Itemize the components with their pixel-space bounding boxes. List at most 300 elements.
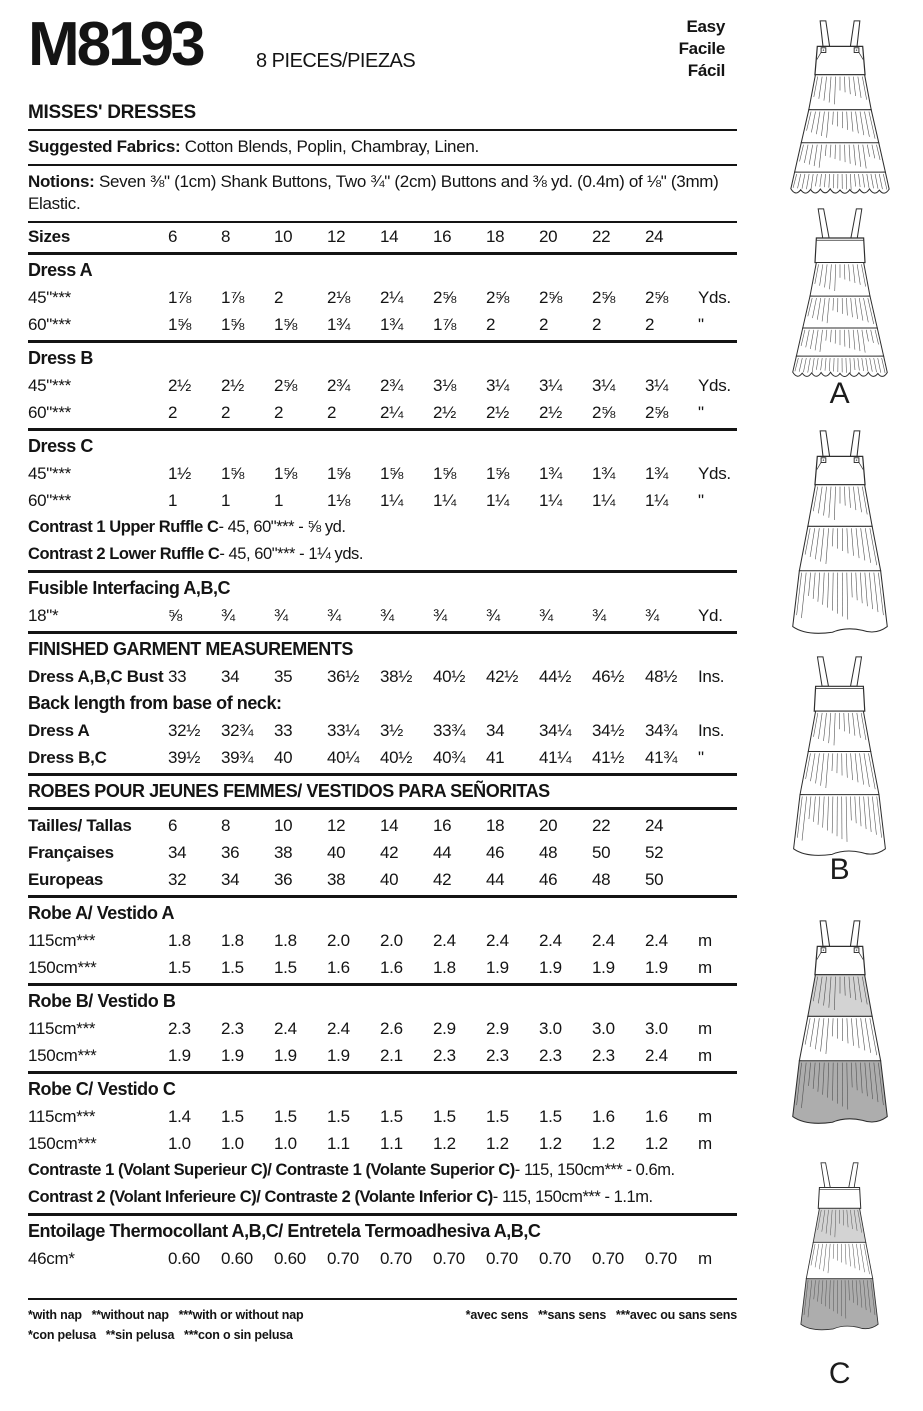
footnote-es: *con pelusa **sin pelusa ***con o sin pelusa [28,1328,293,1342]
difficulty-levels [679,16,725,82]
cell: 33¼ [327,721,360,740]
cell: ¾ [433,606,447,625]
cell: 44 [486,870,505,889]
yardage-table [28,223,737,1272]
cell: 0.70 [592,1249,624,1268]
table-row [28,460,737,487]
cell: 8 [221,227,231,246]
section-heading: Back length from base of neck: [28,693,282,713]
cell: ¾ [221,606,235,625]
cell: 2⅝ [539,288,563,307]
cell: 1¾ [327,315,351,334]
cell: 1 [221,491,231,510]
cell: 33 [274,721,293,740]
cell: 33¾ [433,721,466,740]
row-label: 60"*** [28,403,71,422]
cell: 36 [221,843,240,862]
cell: 1¼ [433,491,457,510]
cell: 40¾ [433,748,466,767]
unit-cell: m [698,958,712,977]
cell: 0.70 [645,1249,677,1268]
cell: 2.4 [592,931,615,950]
cell: 1¼ [380,491,404,510]
unit-cell: Yd. [698,606,723,625]
divider [28,570,737,573]
notions [28,166,737,221]
cell: 2⅝ [592,403,616,422]
cell: 2.0 [380,931,403,950]
cell: 2¾ [380,376,404,395]
cell: 1⅝ [221,315,245,334]
table-row [28,284,737,311]
footnote-en: *with nap **without nap ***with or without nap [28,1308,304,1322]
unit-cell: " [698,403,704,422]
note-row: Contrast 2 Lower Ruffle C - 45, 60"*** - 1¼ yds. [28,545,363,563]
cell: ¾ [645,606,659,625]
pattern-number: M8193 [28,10,203,79]
view-label-a: A [829,377,850,410]
cell: 0.70 [380,1249,412,1268]
cell: 1.0 [168,1134,191,1153]
cell: ¾ [327,606,341,625]
row-label: 18"* [28,606,59,625]
cell: 1.9 [221,1046,244,1065]
footnotes [28,1298,737,1344]
cell: 1⅝ [327,464,351,483]
cell: 44 [433,843,452,862]
table-row [28,602,737,629]
cell: 1.9 [592,958,615,977]
cell: 1.5 [274,1107,297,1126]
cell: 2.4 [645,931,668,950]
cell: 41¾ [645,748,678,767]
unit-cell: m [698,1134,712,1153]
cell: 50 [592,843,611,862]
cell: 3.0 [592,1019,615,1038]
cell: 2⅝ [592,288,616,307]
cell: 0.70 [539,1249,571,1268]
difficulty-en: Easy [686,17,725,36]
cell: 35 [274,667,293,686]
cell: 2⅝ [645,403,669,422]
cell: ¾ [539,606,553,625]
cell: 2 [274,403,284,422]
cell: 0.70 [486,1249,518,1268]
cell: 2.3 [221,1019,244,1038]
cell: 1¾ [539,464,563,483]
cell: 0.60 [168,1249,200,1268]
cell: 40¼ [327,748,360,767]
cell: 1.6 [380,958,403,977]
cell: 1 [168,491,178,510]
row-label: Sizes [28,227,70,246]
cell: 0.60 [221,1249,253,1268]
table-row [28,744,737,771]
dress-c-back-illustration [756,1162,923,1335]
cell: 1⅝ [168,315,192,334]
cell: 3⅛ [433,376,457,395]
cell: 2.3 [433,1046,456,1065]
cell: 40 [274,748,293,767]
cell: 3½ [380,721,404,740]
unit-cell: Yds. [698,376,731,395]
cell: 1⅞ [433,315,457,334]
cell: 38½ [380,667,413,686]
cell: 44½ [539,667,572,686]
cell: 10 [274,816,293,835]
cell: 1¾ [380,315,404,334]
suggested-fabrics [28,131,737,164]
divider [28,252,737,255]
cell: 1.2 [592,1134,615,1153]
cell: 3¼ [539,376,563,395]
footnote-fr: *avec sens **sans sens ***avec ou sans sens [465,1308,737,1322]
footnote-line-2 [28,1326,737,1344]
pieces-count: 8 PIECES/PIEZAS [256,50,416,72]
cell: 1¼ [592,491,616,510]
cell: 1¼ [645,491,669,510]
cell: 2.3 [539,1046,562,1065]
cell: 2⅛ [327,288,351,307]
section-heading: ROBES POUR JEUNES FEMMES/ VESTIDOS PARA SEÑORITAS [28,781,550,801]
cell: 1.5 [486,1107,509,1126]
unit-cell: m [698,931,712,950]
dress-b-back-illustration [756,656,923,862]
section-heading: Robe A/ Vestido A [28,903,175,923]
section-heading: Fusible Interfacing A,B,C [28,578,231,598]
table-row [28,1245,737,1272]
cell: 2.4 [274,1019,297,1038]
divider [28,895,737,898]
cell: 48 [539,843,558,862]
cell: 1.5 [433,1107,456,1126]
cell: 1.9 [168,1046,191,1065]
cell: 46 [539,870,558,889]
cell: 39½ [168,748,201,767]
cell: 40½ [380,748,413,767]
view-label-b: B [829,853,850,886]
row-label: 115cm*** [28,1107,96,1126]
cell: 34¼ [539,721,572,740]
cell: 2.3 [168,1019,191,1038]
cell: 0.70 [327,1249,359,1268]
cell: 1.8 [274,931,297,950]
cell: 52 [645,843,664,862]
cell: 2½ [486,403,510,422]
cell: 12 [327,227,346,246]
notions-text: Seven ⅜" (1cm) Shank Buttons, Two ¾" (2cm) Buttons and ⅜ yd. (0.4m) of ⅛" (3mm) Elastic. [28,172,719,213]
row-label: 115cm*** [28,1019,96,1038]
cell: 40 [327,843,346,862]
cell: 2.4 [645,1046,668,1065]
cell: 2.4 [486,931,509,950]
cell: 42½ [486,667,519,686]
section-heading: Dress A [28,260,93,280]
row-label: 45"*** [28,288,71,307]
cell: 2¾ [327,376,351,395]
table-row [28,954,737,981]
cell: 2.3 [486,1046,509,1065]
row-label: Europeas [28,870,104,889]
row-label: Dress B,C [28,748,107,767]
cell: 40½ [433,667,466,686]
section-heading: Robe C/ Vestido C [28,1079,176,1099]
cell: 3.0 [539,1019,562,1038]
cell: 1⅝ [433,464,457,483]
difficulty-fr: Facile [678,39,725,58]
row-label: 150cm*** [28,1046,97,1065]
section-heading: Robe B/ Vestido B [28,991,176,1011]
row-label: Tailles/ Tallas [28,816,132,835]
cell: 36½ [327,667,360,686]
dress-b-front-illustration [756,428,923,640]
row-label: 45"*** [28,376,71,395]
row-label: 60"*** [28,491,71,510]
cell: 2 [274,288,284,307]
table-row [28,812,737,839]
cell: 20 [539,816,558,835]
cell: 38 [274,843,293,862]
cell: 1.5 [221,1107,244,1126]
cell: 36 [274,870,293,889]
cell: 1.6 [592,1107,615,1126]
unit-cell: " [698,315,704,334]
cell: 2.4 [539,931,562,950]
cell: ¾ [274,606,288,625]
cell: 46½ [592,667,625,686]
cell: 2⅝ [486,288,510,307]
unit-cell: m [698,1019,712,1038]
cell: 46 [486,843,505,862]
cell: 33 [168,667,187,686]
table-row [28,223,737,250]
cell: 48 [592,870,611,889]
table-row [28,1042,737,1069]
cell: 1⅝ [274,315,298,334]
cell: 14 [380,227,399,246]
divider [28,807,737,810]
cell: 42 [433,870,452,889]
header [28,0,737,96]
table-row [28,311,737,338]
unit-cell: Ins. [698,721,725,740]
cell: 3¼ [486,376,510,395]
cell: 2¼ [380,288,404,307]
cell: 34 [221,870,240,889]
cell: ⅝ [168,606,182,625]
row-label: 45"*** [28,464,71,483]
cell: 1.9 [539,958,562,977]
cell: 1⅞ [168,288,192,307]
divider [28,1213,737,1216]
cell: 41½ [592,748,625,767]
cell: 16 [433,816,452,835]
cell: 1.0 [221,1134,244,1153]
unit-cell: m [698,1249,712,1268]
section-heading: Dress C [28,436,93,456]
cell: 1¾ [592,464,616,483]
cell: 50 [645,870,664,889]
table-row [28,927,737,954]
row-label: 46cm* [28,1249,75,1268]
cell: 2.4 [327,1019,350,1038]
cell: ¾ [380,606,394,625]
dress-a-back-illustration [756,208,923,388]
cell: 1.2 [539,1134,562,1153]
cell: 1.6 [645,1107,668,1126]
cell: 2.3 [592,1046,615,1065]
cell: 1¾ [645,464,669,483]
cell: 12 [327,816,346,835]
unit-cell: Yds. [698,288,731,307]
table-row [28,866,737,893]
row-label: Dress A [28,721,90,740]
cell: 1.8 [221,931,244,950]
cell: 42 [380,843,399,862]
cell: 22 [592,816,611,835]
cell: 1 [274,491,284,510]
suggested-fabrics-text: Cotton Blends, Poplin, Chambray, Linen. [180,137,479,156]
cell: 32¾ [221,721,254,740]
cell: 1.5 [168,958,191,977]
cell: 16 [433,227,452,246]
cell: 34 [168,843,187,862]
cell: 1.5 [539,1107,562,1126]
cell: 1.5 [327,1107,350,1126]
cell: 1¼ [539,491,563,510]
cell: 1⅝ [380,464,404,483]
cell: 3¼ [645,376,669,395]
cell: 18 [486,227,505,246]
table-row [28,717,737,744]
cell: 2 [645,315,655,334]
dress-a-front-illustration [756,18,923,205]
cell: 1.4 [168,1107,191,1126]
cell: 1.9 [645,958,668,977]
divider [28,983,737,986]
cell: 2 [168,403,178,422]
cell: 2.9 [486,1019,509,1038]
divider [28,1298,737,1300]
table-row [28,372,737,399]
note-row: Contrast 2 (Volant Inferieure C)/ Contraste 2 (Volante Inferior C) - 115, 150cm*** - 1.1m. [28,1188,653,1206]
table-row [28,839,737,866]
row-label: 115cm*** [28,931,96,950]
section-heading: FINISHED GARMENT MEASUREMENTS [28,639,353,659]
cell: 41 [486,748,505,767]
cell: 1.5 [380,1107,403,1126]
cell: 1.8 [433,958,456,977]
suggested-fabrics-label: Suggested Fabrics: [28,137,181,156]
cell: 1.9 [327,1046,350,1065]
cell: 2 [327,403,337,422]
divider [28,1071,737,1074]
cell: 1.2 [486,1134,509,1153]
table-row [28,1015,737,1042]
note-row: Contraste 1 (Volant Superieur C)/ Contraste 1 (Volante Superior C) - 115, 150cm*** - 0.6m. [28,1161,675,1179]
row-label: Françaises [28,843,114,862]
unit-cell: " [698,491,704,510]
unit-cell: " [698,748,704,767]
unit-cell: Ins. [698,667,725,686]
cell: 1.2 [433,1134,456,1153]
cell: 2¼ [380,403,404,422]
table-row [28,487,737,514]
cell: 40 [380,870,399,889]
cell: 2⅝ [274,376,298,395]
dress-illustrations [756,0,923,1411]
cell: 2½ [221,376,245,395]
cell: 1¼ [486,491,510,510]
cell: 1⅛ [327,491,351,510]
cell: 38 [327,870,346,889]
cell: 34¾ [645,721,678,740]
cell: 1.5 [274,958,297,977]
cell: 34½ [592,721,625,740]
cell: ¾ [486,606,500,625]
cell: 2⅝ [645,288,669,307]
cell: 32½ [168,721,201,740]
cell: 2 [592,315,602,334]
cell: 14 [380,816,399,835]
cell: 2½ [168,376,192,395]
cell: 0.70 [433,1249,465,1268]
cell: 1.9 [486,958,509,977]
cell: 2½ [433,403,457,422]
divider [28,631,737,634]
row-label: 150cm*** [28,1134,97,1153]
cell: 1⅝ [221,464,245,483]
cell: 3.0 [645,1019,668,1038]
cell: 8 [221,816,231,835]
cell: 6 [168,227,178,246]
unit-cell: m [698,1046,712,1065]
cell: 2 [539,315,549,334]
section-heading: Dress B [28,348,93,368]
cell: 1½ [168,464,192,483]
cell: 2½ [539,403,563,422]
cell: 1.0 [274,1134,297,1153]
cell: 1⅝ [486,464,510,483]
cell: 2.6 [380,1019,403,1038]
cell: 1.6 [327,958,350,977]
cell: 10 [274,227,293,246]
cell: 2.1 [380,1046,403,1065]
divider [28,428,737,431]
garment-title: MISSES' DRESSES [28,102,196,123]
difficulty-es: Fácil [687,61,725,80]
section-heading: Entoilage Thermocollant A,B,C/ Entretela Termoadhesiva A,B,C [28,1221,541,1241]
cell: 3¼ [592,376,616,395]
yardage-panel [28,0,737,1344]
unit-cell: Yds. [698,464,731,483]
cell: 1⅝ [274,464,298,483]
view-label-c: C [828,1357,851,1390]
dress-c-front-illustration [756,918,923,1130]
cell: 1.5 [221,958,244,977]
cell: 2 [221,403,231,422]
note-row: Contrast 1 Upper Ruffle C - 45, 60"*** - ⅝ yd. [28,518,346,536]
cell: 0.60 [274,1249,306,1268]
cell: 1.1 [327,1134,350,1153]
cell: 32 [168,870,187,889]
cell: 39¾ [221,748,254,767]
cell: 20 [539,227,558,246]
divider [28,340,737,343]
row-label: 60"*** [28,315,71,334]
table-row [28,663,737,690]
cell: 24 [645,816,664,835]
